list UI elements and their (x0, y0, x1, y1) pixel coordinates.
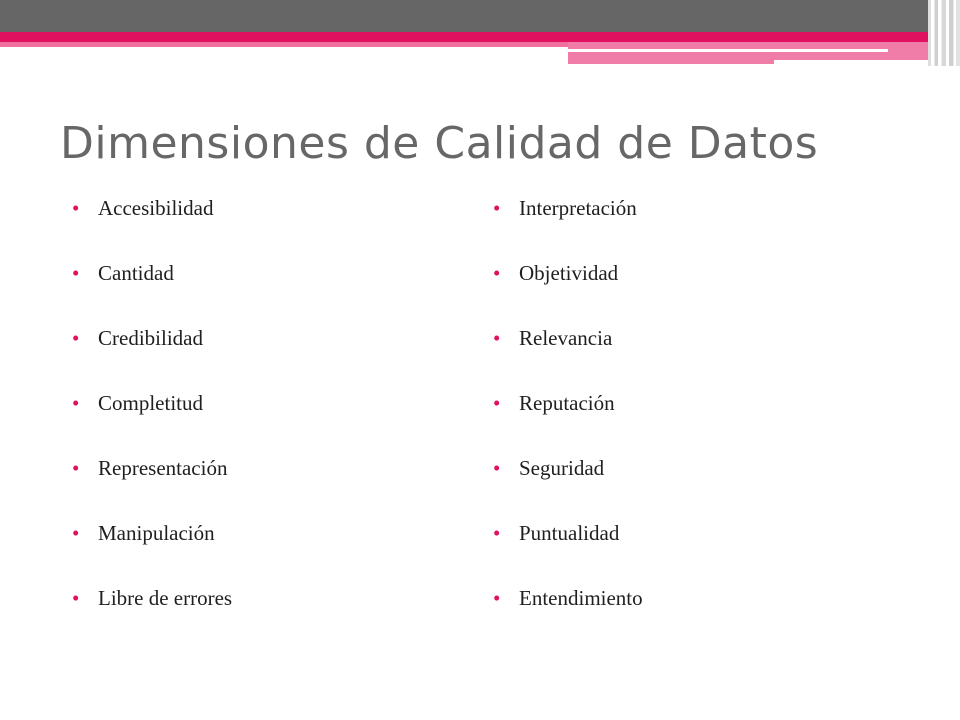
bullet-item (72, 320, 232, 385)
bullet-icon: • (493, 196, 501, 220)
bullet-item (72, 255, 232, 320)
bullet-item (493, 255, 643, 320)
bullet-item (72, 450, 232, 515)
bullet-text: Reputación (519, 391, 615, 415)
bullet-text: Cantidad (98, 261, 174, 285)
bullet-item (493, 385, 643, 450)
bullet-icon: • (72, 196, 80, 220)
bullet-list-right (493, 190, 643, 645)
accent-streak-lower (774, 60, 928, 64)
accent-bar (0, 32, 928, 42)
bullet-item (72, 385, 232, 450)
bullet-icon: • (72, 391, 80, 415)
accent-streak (568, 49, 888, 52)
bullet-item (493, 190, 643, 255)
bullet-text: Relevancia (519, 326, 613, 350)
bullet-text: Libre de errores (98, 586, 233, 610)
bullet-text: Accesibilidad (98, 196, 214, 220)
bullet-item (72, 515, 232, 580)
bullet-text: Representación (98, 456, 228, 480)
bullet-icon: • (72, 456, 80, 480)
bullet-item (72, 580, 232, 645)
bullet-text: Seguridad (519, 456, 605, 480)
bullet-item (493, 580, 643, 645)
bullet-item (493, 320, 643, 385)
bullet-text: Completitud (98, 391, 203, 415)
bullet-icon: • (72, 586, 80, 610)
bullet-item (493, 450, 643, 515)
bullet-text: Interpretación (519, 196, 637, 220)
bullet-text: Entendimiento (519, 586, 643, 610)
bullet-icon: • (493, 261, 501, 285)
bullet-text: Manipulación (98, 521, 215, 545)
bullet-text: Puntualidad (519, 521, 620, 545)
bullet-icon: • (493, 391, 501, 415)
bullet-text: Credibilidad (98, 326, 203, 350)
bullet-icon: • (493, 586, 501, 610)
accent-bar-light-left (0, 42, 568, 47)
bullet-icon: • (72, 261, 80, 285)
header-band (0, 0, 960, 32)
bullet-icon: • (72, 521, 80, 545)
bullet-icon: • (493, 456, 501, 480)
bullet-icon: • (493, 521, 501, 545)
slide-title: Dimensiones de Calidad de Datos (60, 118, 819, 169)
bullet-text: Objetividad (519, 261, 619, 285)
bullet-list-left (72, 190, 232, 645)
header-stripes (928, 0, 960, 66)
bullet-icon: • (72, 326, 80, 350)
bullet-item (72, 190, 232, 255)
bullet-item (493, 515, 643, 580)
bullet-icon: • (493, 326, 501, 350)
